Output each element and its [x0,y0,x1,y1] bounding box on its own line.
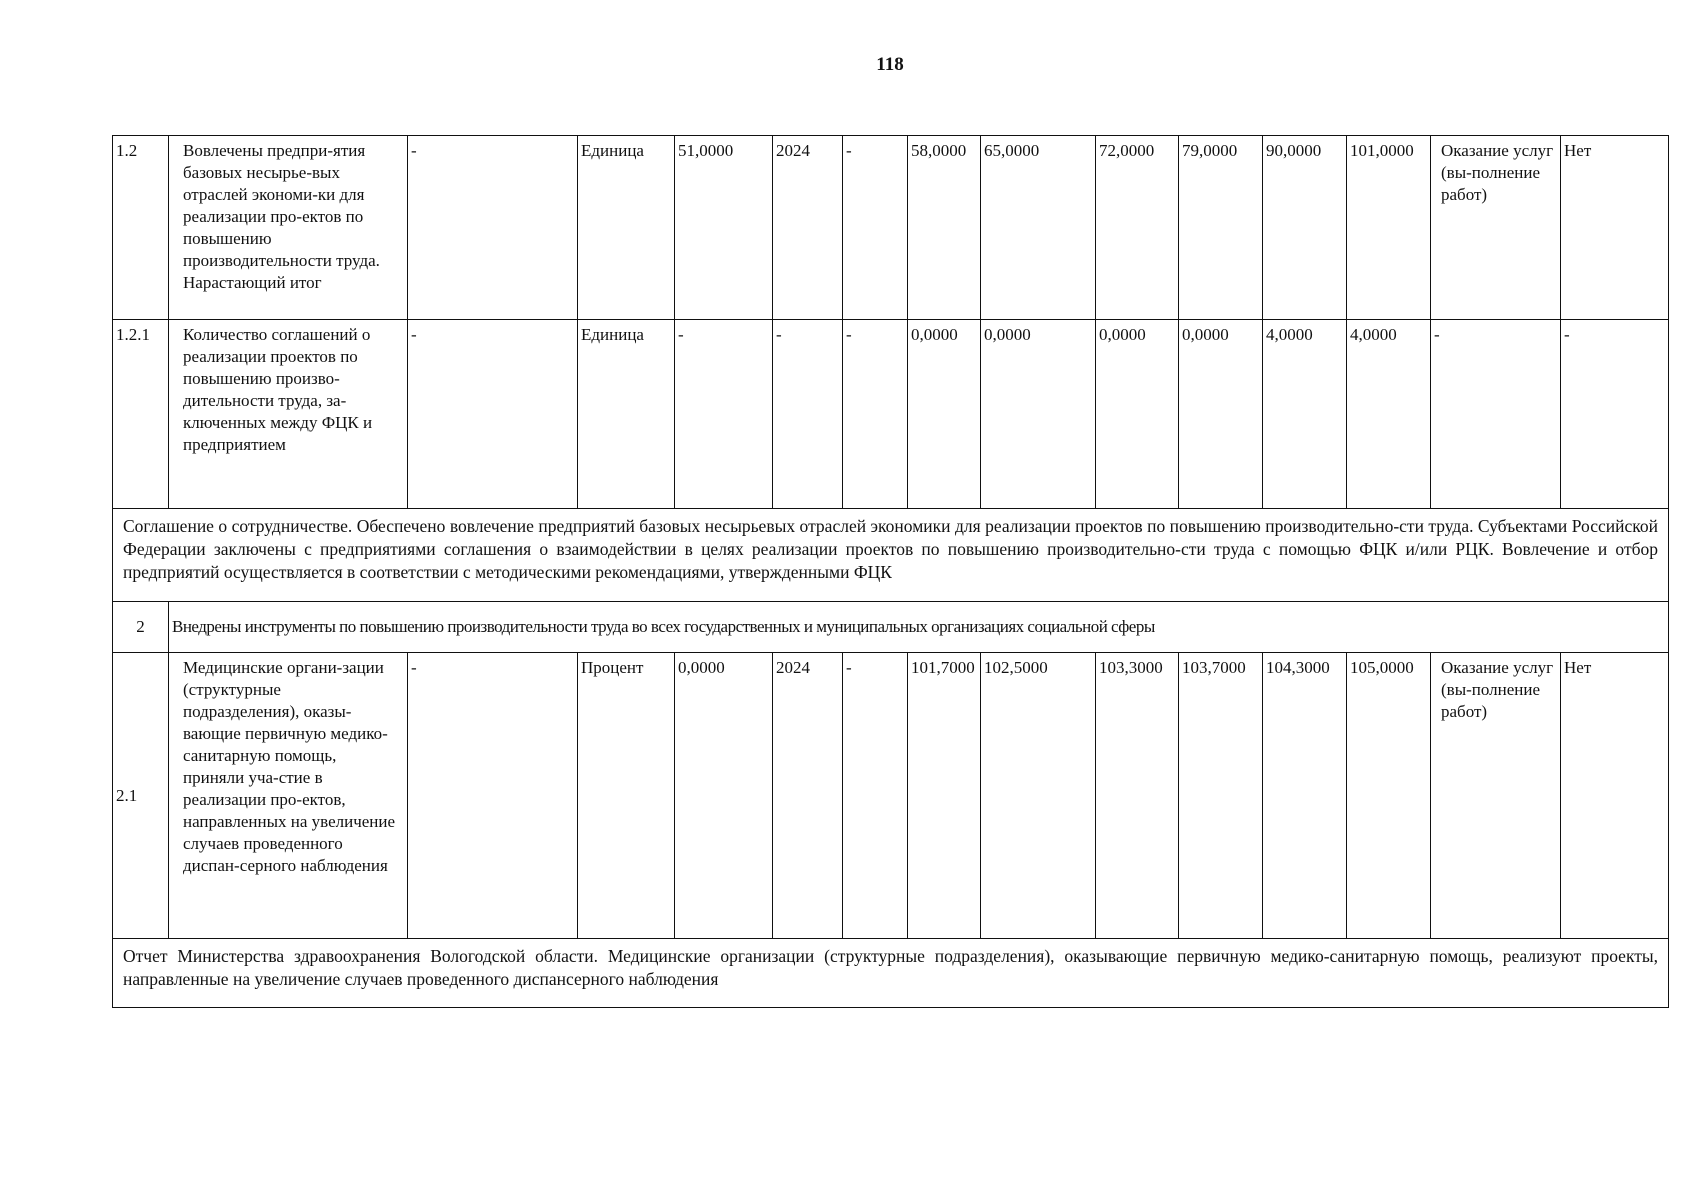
cell-dash: - [408,320,578,509]
indicator-name: Медицинские органи-зации (структурные подразделения), оказы-вающие первичную медико- санитарную помощь, приняли уча-стие в реализации про-ектов, направленных на увеличение случаев проведенного диспан-серного наблюдения [169,653,408,939]
cell-dash: - [843,136,908,320]
value-cell: 101,7000 [908,653,981,939]
value-cell: 72,0000 [1096,136,1179,320]
note-row [113,939,1669,1008]
type-cell: Оказание услуг (вы-полнение работ) [1431,653,1561,939]
section-number: 2 [113,602,169,653]
note-text: Отчет Министерства здравоохранения Вологодской области. Медицинские организации (структурные подразделения), оказывающие первичную медико-санитарную помощь, реализуют проекты, направленные на увеличение случаев проведенного диспансерного наблюдения [113,939,1669,1008]
value-cell: 90,0000 [1263,136,1347,320]
row-number: 2.1 [113,653,169,939]
value-cell: 105,0000 [1347,653,1431,939]
note-text: Соглашение о сотрудничестве. Обеспечено вовлечение предприятий базовых несырьевых отраслей экономики для реализации проектов по повышению производительно-сти труда. Субъектами Российской Федерации заключены с предприятиями соглашения о взаимодействии в целях реализации проектов по повышению производительно-сти труда с помощью ФЦК и/или РЦК. Вовлечение и отбор предприятий осуществляется в соответствии с методическими рекомендациями, утвержденными ФЦК [113,509,1669,602]
unit-cell: Процент [578,653,675,939]
value-cell: 4,0000 [1263,320,1347,509]
table-row [113,320,1669,509]
value-cell: 58,0000 [908,136,981,320]
value-cell: 103,3000 [1096,653,1179,939]
value-cell: 0,0000 [908,320,981,509]
base-value-cell: 51,0000 [675,136,773,320]
cell-dash: - [843,320,908,509]
value-cell: 0,0000 [1096,320,1179,509]
value-cell: 104,3000 [1263,653,1347,939]
flag-cell: - [1561,320,1669,509]
flag-cell: Нет [1561,136,1669,320]
indicators-table [112,135,1669,1008]
note-row [113,509,1669,602]
base-year-cell: 2024 [773,653,843,939]
base-year-cell: - [773,320,843,509]
table-row [113,136,1669,320]
cell-dash: - [408,136,578,320]
indicator-name: Количество соглашений о реализации проектов по повышению произво-дительности труда, за-ключенных между ФЦК и предприятием [169,320,408,509]
cell-dash: - [843,653,908,939]
base-value-cell: 0,0000 [675,653,773,939]
value-cell: 79,0000 [1179,136,1263,320]
cell-dash: - [408,653,578,939]
value-cell: 65,0000 [981,136,1096,320]
page-number: 118 [876,54,904,75]
section-title: Внедрены инструменты по повышению производительности труда во всех государственных и муниципальных организациях социальной сферы [169,602,1669,653]
row-number: 1.2 [113,136,169,320]
value-cell: 0,0000 [1179,320,1263,509]
value-cell: 0,0000 [981,320,1096,509]
flag-cell: Нет [1561,653,1669,939]
value-cell: 101,0000 [1347,136,1431,320]
base-year-cell: 2024 [773,136,843,320]
type-cell: - [1431,320,1561,509]
base-value-cell: - [675,320,773,509]
table-row [113,653,1669,939]
type-cell: Оказание услуг (вы-полнение работ) [1431,136,1561,320]
unit-cell: Единица [578,136,675,320]
value-cell: 103,7000 [1179,653,1263,939]
section-row [113,602,1669,653]
unit-cell: Единица [578,320,675,509]
indicator-name: Вовлечены предпри-ятия базовых несырье-вых отраслей экономи-ки для реализации про-ектов по повышению производительности труда. Нарастающий итог [169,136,408,320]
value-cell: 102,5000 [981,653,1096,939]
value-cell: 4,0000 [1347,320,1431,509]
row-number: 1.2.1 [113,320,169,509]
